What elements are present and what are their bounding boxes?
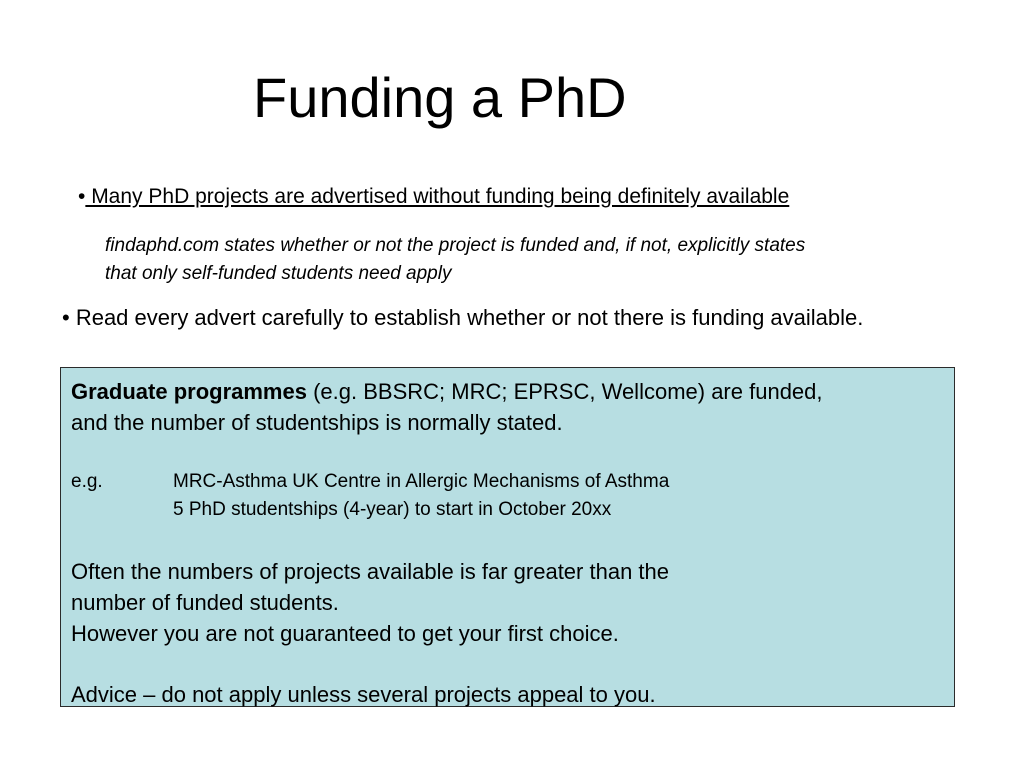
spacer: [71, 438, 944, 468]
spacer: [71, 649, 944, 679]
box-heading-rest: (e.g. BBSRC; MRC; EPRSC, Wellcome) are funded,: [306, 379, 823, 404]
paragraph-line-1: Often the numbers of projects available is far greater than the: [71, 559, 669, 584]
graduate-programmes-box: [60, 367, 955, 707]
example-line-2: 5 PhD studentships (4-year) to start in October 20xx: [173, 499, 612, 520]
box-heading: Graduate programmes: [71, 379, 307, 404]
example-line-1: [71, 468, 944, 496]
advice-line: Advice – do not apply unless several projects appeal to you.: [71, 682, 656, 707]
bullet-text: Many PhD projects are advertised without funding being definitely available: [85, 185, 790, 208]
bullet-read-advert: • Read every advert carefully to establish whether or not there is funding available.: [62, 305, 864, 330]
box-heading-line: [71, 376, 944, 407]
note-line-1: findaphd.com states whether or not the project is funded and, if not, explicitly states: [105, 235, 806, 256]
paragraph-line-3: However you are not guaranteed to get your first choice.: [71, 621, 619, 646]
slide-title: Funding a PhD: [253, 66, 627, 129]
bullet-marker: •: [78, 185, 86, 208]
example-label: e.g.: [71, 471, 103, 492]
paragraph-line-2: number of funded students.: [71, 590, 339, 615]
note-line-2: that only self-funded students need apply: [105, 263, 452, 284]
findaphd-note: [105, 232, 985, 288]
example-centre: MRC-Asthma UK Centre in Allergic Mechanisms of Asthma: [173, 471, 670, 492]
spacer: [71, 524, 944, 556]
box-line-2: and the number of studentships is normally stated.: [71, 410, 563, 435]
bullet-funding-availability: [78, 182, 789, 212]
